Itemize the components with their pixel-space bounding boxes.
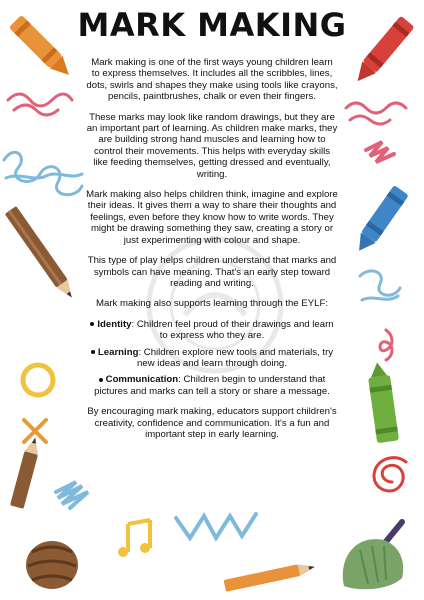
green-brush-icon	[343, 522, 403, 589]
green-crayon-icon	[366, 361, 399, 443]
list-item	[86, 374, 338, 397]
pinecone-icon	[26, 541, 78, 589]
bullet-icon	[91, 350, 95, 354]
pink-loops-icon	[380, 330, 392, 360]
bullet-icon	[90, 322, 94, 326]
pink-zigzag-icon	[366, 142, 394, 162]
page-title: MARK MAKING	[77, 6, 347, 44]
list-item	[86, 319, 338, 342]
bullet-text: : Children begin to understand that pictures and marks can tell a story or share a message.	[94, 374, 330, 397]
yellow-circle-icon	[23, 365, 53, 395]
short-pencil-icon	[10, 436, 42, 509]
paragraph-eylf: Mark making also supports learning through the EYLF:	[96, 298, 328, 310]
orange-pencil-icon	[224, 561, 316, 592]
paragraph-closing: By encouraging mark making, educators support children's creativity, confidence and communication. It's a fun and important step in early learning.	[87, 406, 337, 440]
paragraph-intro: Mark making is one of the first ways young children learn to express themselves. It includes all the scribbles, lines, dots, swirls and shapes they make using tools like crayons, pencils, paintbrushes, chalk or even their fingers.	[86, 57, 338, 103]
blue-swirl-icon	[360, 271, 400, 300]
eylf-list	[86, 319, 338, 397]
list-item	[86, 347, 338, 370]
bullet-term: Identity	[97, 318, 132, 330]
music-notes-icon	[118, 520, 150, 557]
paragraph-ideas: Mark making also helps children think, imagine and explore their ideas. It gives them a way to share their thoughts and feelings, even before they know how to write words. They might be drawing something they saw, creating a story or just experimenting with colour and shape.	[86, 189, 338, 246]
article-body	[86, 57, 338, 449]
bullet-term: Communication	[105, 374, 179, 386]
red-spiral-icon	[374, 458, 406, 491]
blue-scribble-icon	[56, 482, 88, 508]
pink-wave-icon	[346, 103, 406, 124]
brown-pencil-icon	[5, 206, 78, 302]
blue-loops-icon	[4, 152, 82, 194]
bullet-term: Learning	[97, 346, 139, 358]
blue-zigzag-icon	[176, 514, 256, 538]
blue-crayon-icon	[352, 185, 409, 256]
paragraph-learning: These marks may look like random drawings, but they are an important part of learning. As children make marks, they are building strong hand muscles and learning how to control their movements. This helps with everyday skills like feeding themselves, getting dressed and eventually, writing.	[86, 111, 338, 180]
paragraph-meaning: This type of play helps children understand that marks and symbols can have meaning. That's an early step toward reading and writing.	[87, 255, 337, 289]
bullet-text: : Children feel proud of their drawings and learn to express who they are.	[131, 318, 334, 342]
pink-scribble-icon	[8, 94, 72, 115]
bullet-text: : Children explore new tools and materials, try new ideas and learn through doing.	[137, 346, 334, 369]
bullet-icon	[99, 378, 103, 382]
